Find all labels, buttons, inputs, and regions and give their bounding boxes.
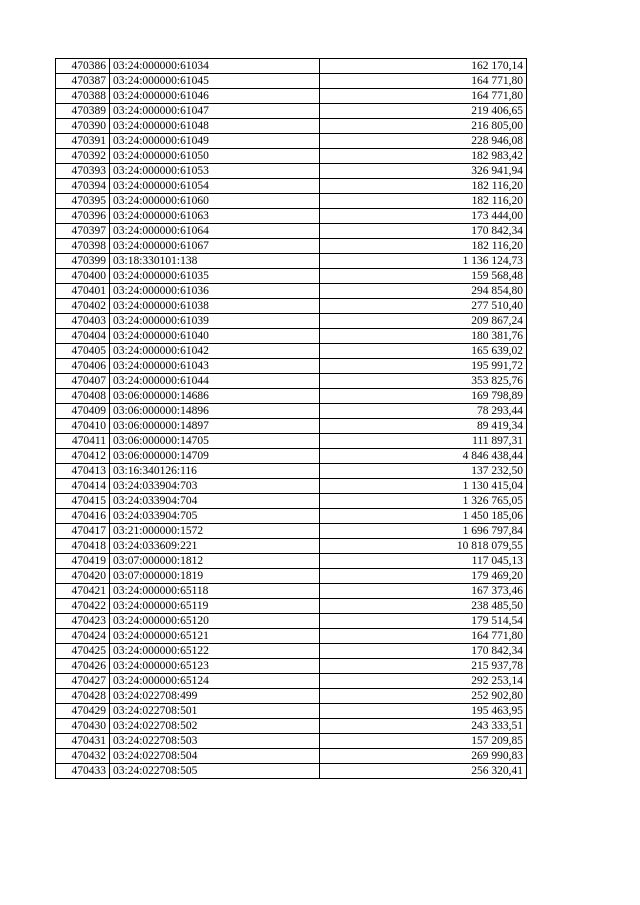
cadastral-number-cell: 03:24:000000:61040 <box>110 329 320 344</box>
table-row <box>56 764 527 779</box>
cadastral-number-cell: 03:24:000000:65123 <box>110 659 320 674</box>
row-number-cell: 470423 <box>56 614 110 629</box>
cadastral-number-cell: 03:24:000000:61064 <box>110 224 320 239</box>
cadastral-value-cell: 117 045,13 <box>320 554 527 569</box>
cadastral-value-cell: 182 116,20 <box>320 194 527 209</box>
row-number-cell: 470419 <box>56 554 110 569</box>
cadastral-value-cell: 1 130 415,04 <box>320 479 527 494</box>
row-number-cell: 470399 <box>56 254 110 269</box>
cadastral-value-cell: 170 842,34 <box>320 224 527 239</box>
cadastral-number-cell: 03:24:000000:61047 <box>110 104 320 119</box>
cadastral-value-cell: 111 897,31 <box>320 434 527 449</box>
cadastral-number-cell: 03:24:000000:61035 <box>110 269 320 284</box>
row-number-cell: 470397 <box>56 224 110 239</box>
cadastral-number-cell: 03:24:000000:61053 <box>110 164 320 179</box>
table-row <box>56 179 527 194</box>
table-row <box>56 134 527 149</box>
cadastral-value-cell: 195 991,72 <box>320 359 527 374</box>
table-row <box>56 119 527 134</box>
cadastral-number-cell: 03:24:022708:499 <box>110 689 320 704</box>
cadastral-number-cell: 03:24:000000:61063 <box>110 209 320 224</box>
cadastral-value-cell: 269 990,83 <box>320 749 527 764</box>
table-row <box>56 329 527 344</box>
table-body <box>56 59 527 779</box>
table-row <box>56 749 527 764</box>
row-number-cell: 470407 <box>56 374 110 389</box>
row-number-cell: 470400 <box>56 269 110 284</box>
table-row <box>56 509 527 524</box>
row-number-cell: 470431 <box>56 734 110 749</box>
cadastral-number-cell: 03:24:022708:505 <box>110 764 320 779</box>
cadastral-value-cell: 167 373,46 <box>320 584 527 599</box>
cadastral-number-cell: 03:06:000000:14705 <box>110 434 320 449</box>
cadastral-number-cell: 03:24:000000:61050 <box>110 149 320 164</box>
cadastral-value-cell: 1 450 185,06 <box>320 509 527 524</box>
cadastral-value-cell: 10 818 079,55 <box>320 539 527 554</box>
cadastral-value-cell: 159 568,48 <box>320 269 527 284</box>
cadastral-value-cell: 1 136 124,73 <box>320 254 527 269</box>
table-row <box>56 149 527 164</box>
row-number-cell: 470406 <box>56 359 110 374</box>
cadastral-number-cell: 03:16:340126:116 <box>110 464 320 479</box>
cadastral-value-cell: 179 514,54 <box>320 614 527 629</box>
cadastral-value-cell: 173 444,00 <box>320 209 527 224</box>
cadastral-number-cell: 03:06:000000:14897 <box>110 419 320 434</box>
cadastral-number-cell: 03:24:000000:61039 <box>110 314 320 329</box>
table-row <box>56 269 527 284</box>
cadastral-value-cell: 164 771,80 <box>320 74 527 89</box>
cadastral-number-cell: 03:06:000000:14896 <box>110 404 320 419</box>
cadastral-value-cell: 353 825,76 <box>320 374 527 389</box>
cadastral-number-cell: 03:18:330101:138 <box>110 254 320 269</box>
row-number-cell: 470433 <box>56 764 110 779</box>
cadastral-value-table <box>55 58 527 779</box>
cadastral-value-cell: 195 463,95 <box>320 704 527 719</box>
cadastral-number-cell: 03:24:000000:65122 <box>110 644 320 659</box>
cadastral-value-cell: 182 116,20 <box>320 239 527 254</box>
cadastral-value-cell: 294 854,80 <box>320 284 527 299</box>
cadastral-number-cell: 03:24:022708:504 <box>110 749 320 764</box>
cadastral-number-cell: 03:24:000000:61060 <box>110 194 320 209</box>
cadastral-value-cell: 162 170,14 <box>320 59 527 74</box>
cadastral-value-cell: 137 232,50 <box>320 464 527 479</box>
row-number-cell: 470414 <box>56 479 110 494</box>
table-row <box>56 389 527 404</box>
row-number-cell: 470386 <box>56 59 110 74</box>
cadastral-number-cell: 03:24:000000:65121 <box>110 629 320 644</box>
row-number-cell: 470422 <box>56 599 110 614</box>
cadastral-value-cell: 164 771,80 <box>320 89 527 104</box>
table-row <box>56 659 527 674</box>
table-row <box>56 674 527 689</box>
row-number-cell: 470408 <box>56 389 110 404</box>
table-row <box>56 584 527 599</box>
table-row <box>56 284 527 299</box>
row-number-cell: 470396 <box>56 209 110 224</box>
cadastral-value-cell: 164 771,80 <box>320 629 527 644</box>
cadastral-value-cell: 169 798,89 <box>320 389 527 404</box>
table-row <box>56 209 527 224</box>
row-number-cell: 470421 <box>56 584 110 599</box>
table-row <box>56 554 527 569</box>
cadastral-number-cell: 03:24:022708:501 <box>110 704 320 719</box>
row-number-cell: 470401 <box>56 284 110 299</box>
cadastral-number-cell: 03:24:000000:61034 <box>110 59 320 74</box>
cadastral-number-cell: 03:24:000000:65124 <box>110 674 320 689</box>
row-number-cell: 470424 <box>56 629 110 644</box>
table-row <box>56 374 527 389</box>
table-row <box>56 239 527 254</box>
cadastral-number-cell: 03:24:000000:61042 <box>110 344 320 359</box>
row-number-cell: 470395 <box>56 194 110 209</box>
table-row <box>56 164 527 179</box>
cadastral-number-cell: 03:24:000000:65120 <box>110 614 320 629</box>
table-row <box>56 539 527 554</box>
table-row <box>56 74 527 89</box>
cadastral-value-cell: 1 326 765,05 <box>320 494 527 509</box>
table-row <box>56 359 527 374</box>
row-number-cell: 470409 <box>56 404 110 419</box>
cadastral-value-cell: 1 696 797,84 <box>320 524 527 539</box>
row-number-cell: 470388 <box>56 89 110 104</box>
table-row <box>56 254 527 269</box>
row-number-cell: 470426 <box>56 659 110 674</box>
row-number-cell: 470429 <box>56 704 110 719</box>
cadastral-value-cell: 209 867,24 <box>320 314 527 329</box>
cadastral-number-cell: 03:24:000000:61054 <box>110 179 320 194</box>
cadastral-value-cell: 180 381,76 <box>320 329 527 344</box>
row-number-cell: 470392 <box>56 149 110 164</box>
cadastral-number-cell: 03:06:000000:14709 <box>110 449 320 464</box>
table-row <box>56 344 527 359</box>
row-number-cell: 470432 <box>56 749 110 764</box>
cadastral-value-cell: 326 941,94 <box>320 164 527 179</box>
cadastral-number-cell: 03:07:000000:1812 <box>110 554 320 569</box>
table-row <box>56 464 527 479</box>
cadastral-value-cell: 219 406,65 <box>320 104 527 119</box>
table-row <box>56 314 527 329</box>
cadastral-value-cell: 256 320,41 <box>320 764 527 779</box>
row-number-cell: 470418 <box>56 539 110 554</box>
row-number-cell: 470398 <box>56 239 110 254</box>
cadastral-value-cell: 182 116,20 <box>320 179 527 194</box>
table-row <box>56 479 527 494</box>
table-row <box>56 704 527 719</box>
cadastral-value-cell: 179 469,20 <box>320 569 527 584</box>
cadastral-number-cell: 03:24:022708:503 <box>110 734 320 749</box>
cadastral-number-cell: 03:24:033904:705 <box>110 509 320 524</box>
cadastral-value-cell: 89 419,34 <box>320 419 527 434</box>
table-row <box>56 569 527 584</box>
cadastral-value-cell: 277 510,40 <box>320 299 527 314</box>
cadastral-value-cell: 215 937,78 <box>320 659 527 674</box>
cadastral-value-cell: 78 293,44 <box>320 404 527 419</box>
table-row <box>56 644 527 659</box>
row-number-cell: 470430 <box>56 719 110 734</box>
row-number-cell: 470411 <box>56 434 110 449</box>
cadastral-number-cell: 03:24:000000:61038 <box>110 299 320 314</box>
table-row <box>56 59 527 74</box>
cadastral-value-cell: 216 805,00 <box>320 119 527 134</box>
row-number-cell: 470413 <box>56 464 110 479</box>
table-row <box>56 449 527 464</box>
cadastral-number-cell: 03:24:000000:61046 <box>110 89 320 104</box>
row-number-cell: 470416 <box>56 509 110 524</box>
row-number-cell: 470425 <box>56 644 110 659</box>
cadastral-number-cell: 03:24:000000:61045 <box>110 74 320 89</box>
cadastral-value-cell: 228 946,08 <box>320 134 527 149</box>
cadastral-number-cell: 03:06:000000:14686 <box>110 389 320 404</box>
table-row <box>56 494 527 509</box>
cadastral-value-cell: 165 639,02 <box>320 344 527 359</box>
table-row <box>56 599 527 614</box>
cadastral-value-cell: 292 253,14 <box>320 674 527 689</box>
row-number-cell: 470387 <box>56 74 110 89</box>
cadastral-value-cell: 170 842,34 <box>320 644 527 659</box>
table-row <box>56 299 527 314</box>
cadastral-number-cell: 03:24:000000:65118 <box>110 584 320 599</box>
cadastral-number-cell: 03:07:000000:1819 <box>110 569 320 584</box>
cadastral-number-cell: 03:24:000000:61043 <box>110 359 320 374</box>
row-number-cell: 470393 <box>56 164 110 179</box>
cadastral-value-cell: 157 209,85 <box>320 734 527 749</box>
table-row <box>56 719 527 734</box>
cadastral-value-cell: 4 846 438,44 <box>320 449 527 464</box>
document-page <box>55 58 526 779</box>
cadastral-value-cell: 238 485,50 <box>320 599 527 614</box>
cadastral-number-cell: 03:24:022708:502 <box>110 719 320 734</box>
row-number-cell: 470389 <box>56 104 110 119</box>
table-row <box>56 434 527 449</box>
table-row <box>56 194 527 209</box>
cadastral-number-cell: 03:24:000000:65119 <box>110 599 320 614</box>
table-row <box>56 734 527 749</box>
cadastral-value-cell: 243 333,51 <box>320 719 527 734</box>
table-row <box>56 104 527 119</box>
cadastral-number-cell: 03:24:033609:221 <box>110 539 320 554</box>
row-number-cell: 470394 <box>56 179 110 194</box>
cadastral-number-cell: 03:24:000000:61067 <box>110 239 320 254</box>
row-number-cell: 470417 <box>56 524 110 539</box>
row-number-cell: 470428 <box>56 689 110 704</box>
row-number-cell: 470410 <box>56 419 110 434</box>
row-number-cell: 470404 <box>56 329 110 344</box>
table-row <box>56 614 527 629</box>
row-number-cell: 470405 <box>56 344 110 359</box>
row-number-cell: 470415 <box>56 494 110 509</box>
cadastral-value-cell: 252 902,80 <box>320 689 527 704</box>
cadastral-number-cell: 03:24:000000:61048 <box>110 119 320 134</box>
cadastral-number-cell: 03:24:000000:61036 <box>110 284 320 299</box>
cadastral-number-cell: 03:24:033904:704 <box>110 494 320 509</box>
cadastral-number-cell: 03:24:000000:61049 <box>110 134 320 149</box>
cadastral-number-cell: 03:24:000000:61044 <box>110 374 320 389</box>
row-number-cell: 470402 <box>56 299 110 314</box>
row-number-cell: 470391 <box>56 134 110 149</box>
row-number-cell: 470427 <box>56 674 110 689</box>
table-row <box>56 524 527 539</box>
row-number-cell: 470403 <box>56 314 110 329</box>
table-row <box>56 419 527 434</box>
table-row <box>56 224 527 239</box>
row-number-cell: 470412 <box>56 449 110 464</box>
cadastral-number-cell: 03:21:000000:1572 <box>110 524 320 539</box>
row-number-cell: 470390 <box>56 119 110 134</box>
row-number-cell: 470420 <box>56 569 110 584</box>
table-row <box>56 404 527 419</box>
cadastral-number-cell: 03:24:033904:703 <box>110 479 320 494</box>
table-row <box>56 89 527 104</box>
table-row <box>56 629 527 644</box>
cadastral-value-cell: 182 983,42 <box>320 149 527 164</box>
table-row <box>56 689 527 704</box>
